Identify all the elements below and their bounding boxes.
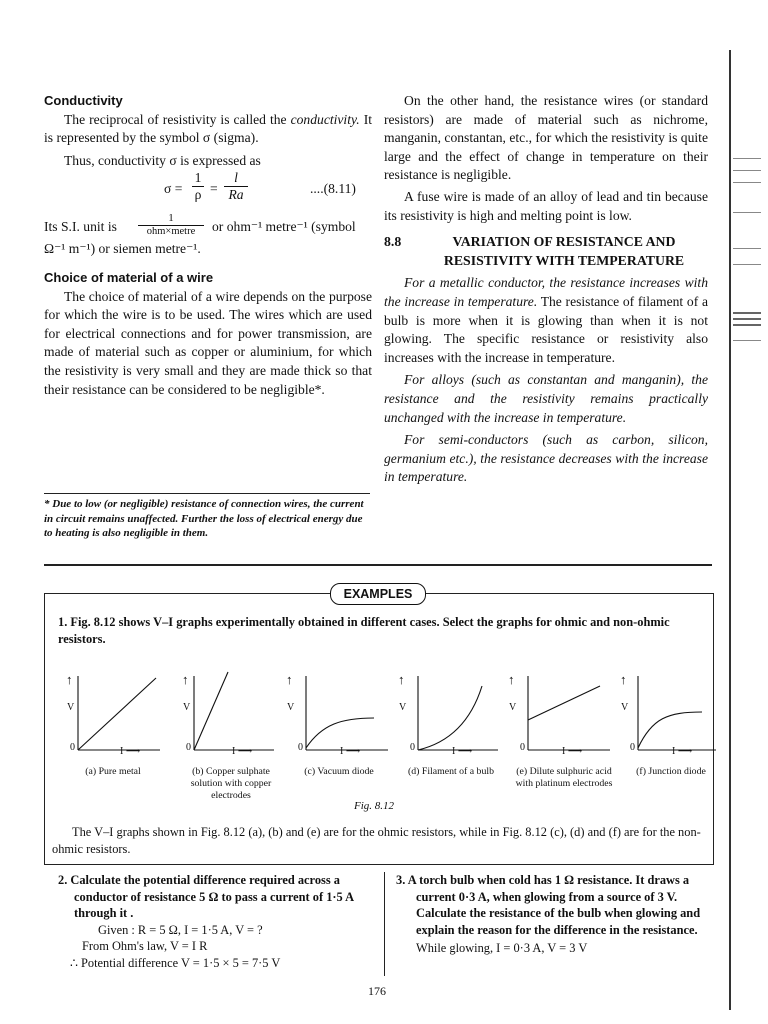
example-2-given: Given : R = 5 Ω, I = 1·5 A, V = ? bbox=[98, 922, 263, 937]
section-divider bbox=[44, 564, 712, 566]
page-number: 176 bbox=[368, 984, 386, 998]
alloys-paragraph: For alloys (such as constantan and manganin), the resistance and the resistivity remains practically unchanged with the increase in temperature. bbox=[384, 372, 708, 425]
example-3-question: 3. A torch bulb when cold has 1 Ω resistance. It draws a current 0·3 A, when glowing from a source of 3 V. Calculate the resistance of the bulb when glowing and explain the reason for the difference in the resistance. bbox=[396, 873, 701, 937]
edge-mark bbox=[733, 248, 761, 249]
graph-d bbox=[418, 676, 498, 750]
caption-e: (e) Dilute sulphuric acid with platinum electrodes bbox=[515, 766, 613, 789]
section-title: VARIATION OF RESISTANCE AND RESISTIVITY WITH TEMPERATURE bbox=[443, 234, 685, 268]
graph-f bbox=[638, 676, 716, 750]
examples-badge: EXAMPLES bbox=[330, 583, 426, 605]
edge-mark bbox=[733, 324, 761, 326]
example-1-question: 1. Fig. 8.12 shows V–I graphs experimentally obtained in different cases. Select the graphs for ohmic and non-ohmic resistors. bbox=[58, 615, 670, 646]
graph-c bbox=[306, 676, 388, 750]
resistance-wires-paragraph: On the other hand, the resistance wires (or standard resistors) are made of material such as nichrome, manganin, constantan, etc., for which the resistivity is quite large and the effect of change in temperature on their resistance is negligible. bbox=[384, 93, 708, 183]
column-divider bbox=[384, 872, 385, 976]
v-arrow-icon: ↑ bbox=[182, 672, 189, 687]
left-column bbox=[44, 92, 372, 399]
caption-a: (a) Pure metal bbox=[85, 766, 141, 777]
si-unit-continued: Ω⁻¹ m⁻¹) or siemen metre⁻¹. bbox=[44, 241, 201, 257]
conductivity-expression-intro: Thus, conductivity σ is expressed as bbox=[64, 152, 261, 168]
fuse-wire-paragraph: A fuse wire is made of an alloy of lead and tin because its resistivity is high and melting point is low. bbox=[384, 188, 708, 223]
edge-mark bbox=[733, 182, 761, 183]
example-2-result: ∴ Potential difference V = 1·5 × 5 = 7·5 V bbox=[70, 955, 281, 970]
edge-mark bbox=[733, 170, 761, 171]
binding-edge bbox=[729, 50, 731, 1010]
caption-d: (d) Filament of a bulb bbox=[408, 766, 494, 777]
choice-heading: Choice of material of a wire bbox=[44, 269, 214, 285]
v-arrow-icon: ↑ bbox=[508, 672, 515, 687]
i-axis-label: I ⟶ bbox=[452, 746, 473, 757]
edge-mark bbox=[733, 340, 761, 341]
caption-c: (c) Vacuum diode bbox=[304, 766, 374, 777]
example-3-given: While glowing, I = 0·3 A, V = 3 V bbox=[416, 941, 588, 955]
edge-mark bbox=[733, 264, 761, 265]
axis-v-label: V bbox=[399, 702, 407, 713]
v-arrow-icon: ↑ bbox=[286, 672, 293, 687]
i-axis-label: I ⟶ bbox=[672, 746, 693, 757]
origin-label: 0 bbox=[298, 742, 303, 753]
i-axis-label: I ⟶ bbox=[120, 746, 141, 757]
vi-graphs bbox=[52, 668, 716, 758]
equation-number: ....(8.11) bbox=[310, 181, 356, 197]
i-axis-label: I ⟶ bbox=[340, 746, 361, 757]
footnote-rule bbox=[44, 493, 370, 494]
edge-mark bbox=[733, 212, 761, 213]
semiconductors-paragraph: For semi-conductors (such as carbon, silicon, germanium etc.), the resistance decreases with the increase in temperature. bbox=[384, 432, 708, 485]
origin-label: 0 bbox=[520, 742, 525, 753]
example-2-question: 2. Calculate the potential difference required across a conductor of resistance 5 Ω to pass a current of 1·5 A through it . bbox=[58, 873, 354, 920]
example-2-law: From Ohm's law, V = I R bbox=[82, 939, 208, 953]
origin-label: 0 bbox=[186, 742, 191, 753]
example-2 bbox=[58, 872, 376, 971]
graph-b bbox=[194, 672, 274, 750]
conductivity-heading: Conductivity bbox=[44, 93, 123, 108]
edge-mark bbox=[733, 312, 761, 314]
graph-a bbox=[78, 676, 160, 750]
figure-label: Fig. 8.12 bbox=[354, 800, 395, 812]
choice-paragraph: The choice of material of a wire depends on the purpose for which the wire is to be used. The wires which are used for electrical connections and for power transmission, are made of material such as copper or aluminium, for which the resistivity is very small and they are made thick so that their resistance can be considered to be negligible*. bbox=[44, 288, 372, 397]
si-unit-line: Its S.I. unit is 1 ohm×metre or ohm⁻¹ metre⁻¹ (symbol bbox=[44, 212, 356, 238]
axis-v-label: V bbox=[509, 702, 517, 713]
v-arrow-icon: ↑ bbox=[398, 672, 405, 687]
caption-b: (b) Copper sulphate solution with copper electrodes bbox=[190, 766, 272, 801]
i-axis-label: I ⟶ bbox=[562, 746, 583, 757]
v-arrow-icon: ↑ bbox=[620, 672, 627, 687]
origin-label: 0 bbox=[410, 742, 415, 753]
section-heading bbox=[384, 233, 708, 270]
i-axis-label: I ⟶ bbox=[232, 746, 253, 757]
origin-label: 0 bbox=[630, 742, 635, 753]
axis-v-label: V bbox=[67, 702, 75, 713]
axis-v-label: V bbox=[621, 702, 629, 713]
axis-v-label: V bbox=[183, 702, 191, 713]
v-arrow-icon: ↑ bbox=[66, 672, 73, 687]
metallic-conductor-paragraph: For a metallic conductor, the resistance increases with the increase in temperature. The resistance of filament of a bulb is more when it is glowing than when it is not glowing. The specific resistance or resistivity also increases with the increase in temperature. bbox=[384, 275, 708, 365]
conductivity-definition: The reciprocal of resistivity is called the conductivity. It is represented by the symbol σ (sigma). bbox=[44, 111, 372, 146]
examples-left-rule bbox=[44, 593, 45, 865]
example-3 bbox=[396, 872, 712, 957]
edge-mark bbox=[733, 318, 761, 320]
origin-label: 0 bbox=[70, 742, 75, 753]
edge-mark bbox=[733, 158, 761, 159]
caption-f: (f) Junction diode bbox=[636, 766, 706, 777]
axis-v-label: V bbox=[287, 702, 295, 713]
footnote: * Due to low (or negligible) resistance of connection wires, the current in circuit remains unaffected. Further the loss of electrical energy due to heating is also negligible in them. bbox=[44, 498, 364, 540]
right-column bbox=[384, 92, 708, 487]
section-number: 8.8 bbox=[384, 234, 402, 250]
formula-8-11: σ = 1 ρ = l Ra ....(8.11) bbox=[164, 170, 356, 203]
examples-inner-rule bbox=[44, 864, 714, 865]
graph-e bbox=[528, 676, 610, 750]
example-1-answer: The V–I graphs shown in Fig. 8.12 (a), (b) and (e) are for the ohmic resistors, while in Fig. 8.12 (c), (d) and (f) are for the non-ohmic resistors. bbox=[52, 825, 701, 856]
